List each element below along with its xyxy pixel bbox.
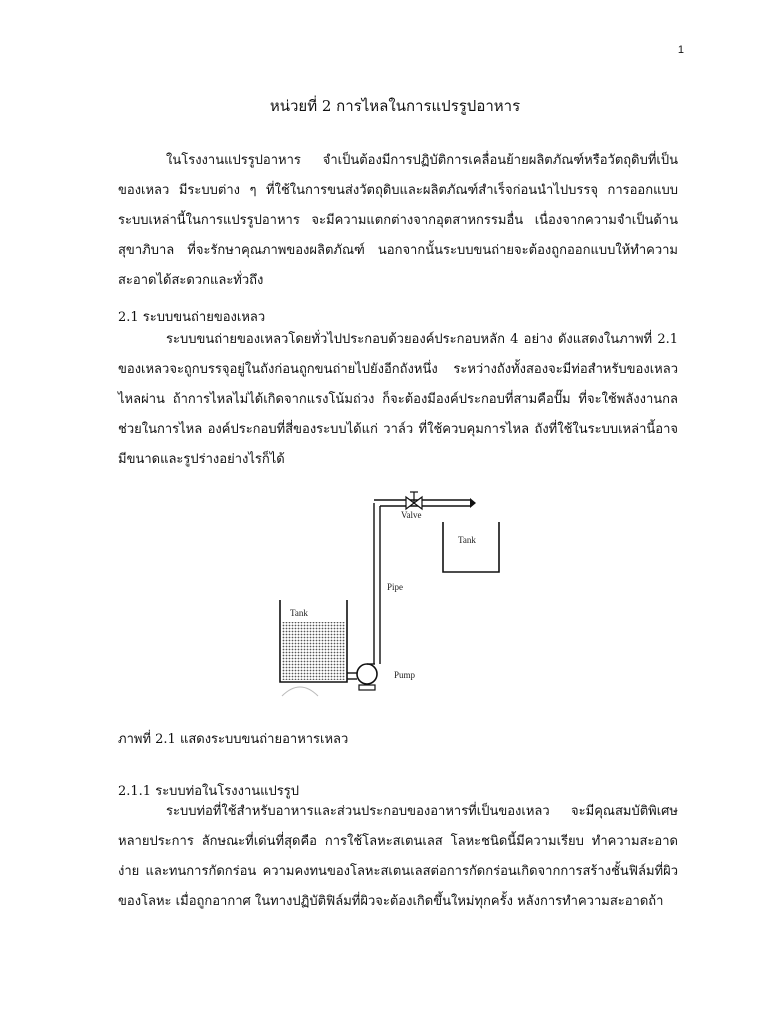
- intro-paragraph: ในโรงงานแปรรูปอาหาร จำเป็นต้องมีการปฏิบัติการเคลื่อนย้ายผลิตภัณฑ์หรือวัตถุดิบที่เป็นของเหลว มีระบบต่าง ๆ ที่ใช้ในการขนส่งวัตถุดิบและผลิตภัณฑ์สำเร็จก่อนนำไปบรรจุ การออกแบบระบบเหล่านี้ในการแปรรูปอาหาร จะมีความแตกต่างจากอุตสาหกรรมอื่น เนื่องจากความจำเป็นด้านสุขาภิบาล ที่จะรักษาคุณภาพของผลิตภัณฑ์ นอกจากนั้นระบบขนถ่ายจะต้องถูกออกแบบให้ทำความสะอาดได้สะดวกและทั่วถึง: [118, 153, 678, 288]
- arc-mark: [282, 687, 318, 696]
- right-tank: [443, 522, 499, 572]
- horizontal-pipe: [374, 498, 476, 508]
- section-2-1-paragraph: ระบบขนถ่ายของเหลวโดยทั่วไปประกอบด้วยองค์ประกอบหลัก 4 อย่าง ดังแสดงในภาพที่ 2.1 ของเหลวจะถูกบรรจุอยู่ในถังก่อนถูกขนถ่ายไปยังอีกถังหนึ่ง ระหว่างถังทั้งสองจะมีท่อสำหรับของเหลวไหลผ่าน ถ้าการไหลไม่ได้เกิดจากแรงโน้มถ่วง ก็จะต้องมีองค์ประกอบที่สามคือปั๊ม ที่จะใช้พลังงานกลช่วยในการไหล องค์ประกอบที่สี่ของระบบได้แก่ วาล์ว ที่ใช้ควบคุมการไหล ถังที่ใช้ในระบบเหล่านี้อาจมีขนาดและรูปร่างอย่างไรก็ได้: [118, 332, 678, 467]
- tank-right-label: Tank: [458, 535, 476, 545]
- document-title: หน่วยที่ 2 การไหลในการแปรรูปอาหาร: [269, 97, 521, 115]
- liquid-transfer-diagram: [270, 486, 520, 700]
- pump-label: Pump: [394, 670, 416, 680]
- pump-icon: [357, 664, 377, 690]
- pipe-label: Pipe: [387, 582, 404, 592]
- figure-caption: ภาพที่ 2.1 แสดงระบบขนถ่ายอาหารเหลว: [118, 732, 349, 747]
- outlet-pipe: [347, 673, 357, 679]
- page-number: 1: [677, 44, 684, 56]
- tank-left-label: Tank: [290, 608, 308, 618]
- section-2-1-heading: 2.1 ระบบขนถ่ายของเหลว: [118, 310, 266, 325]
- vertical-pipe: [374, 503, 380, 664]
- section-2-1-1-heading: 2.1.1 ระบบท่อในโรงงานแปรรูป: [118, 784, 299, 799]
- section-2-1-1-paragraph: ระบบท่อที่ใช้สำหรับอาหารและส่วนประกอบของอาหารที่เป็นของเหลว จะมีคุณสมบัติพิเศษหลายประการ ลักษณะที่เด่นที่สุดคือ การใช้โลหะสเตนเลส โลหะชนิดนี้มีความเรียบ ทำความสะอาดง่าย และทนการกัดกร่อน ความคงทนของโลหะสเตนเลสต่อการกัดกร่อนเกิดจากการสร้างชั้นฟิล์มที่ผิวของโลหะ เมื่อถูกอากาศ ในทางปฏิบัติฟิล์มที่ผิวจะต้องเกิดขึ้นใหม่ทุกครั้ง หลังการทำความสะอาดถ้า: [118, 804, 678, 909]
- valve-label: Valve: [401, 510, 422, 520]
